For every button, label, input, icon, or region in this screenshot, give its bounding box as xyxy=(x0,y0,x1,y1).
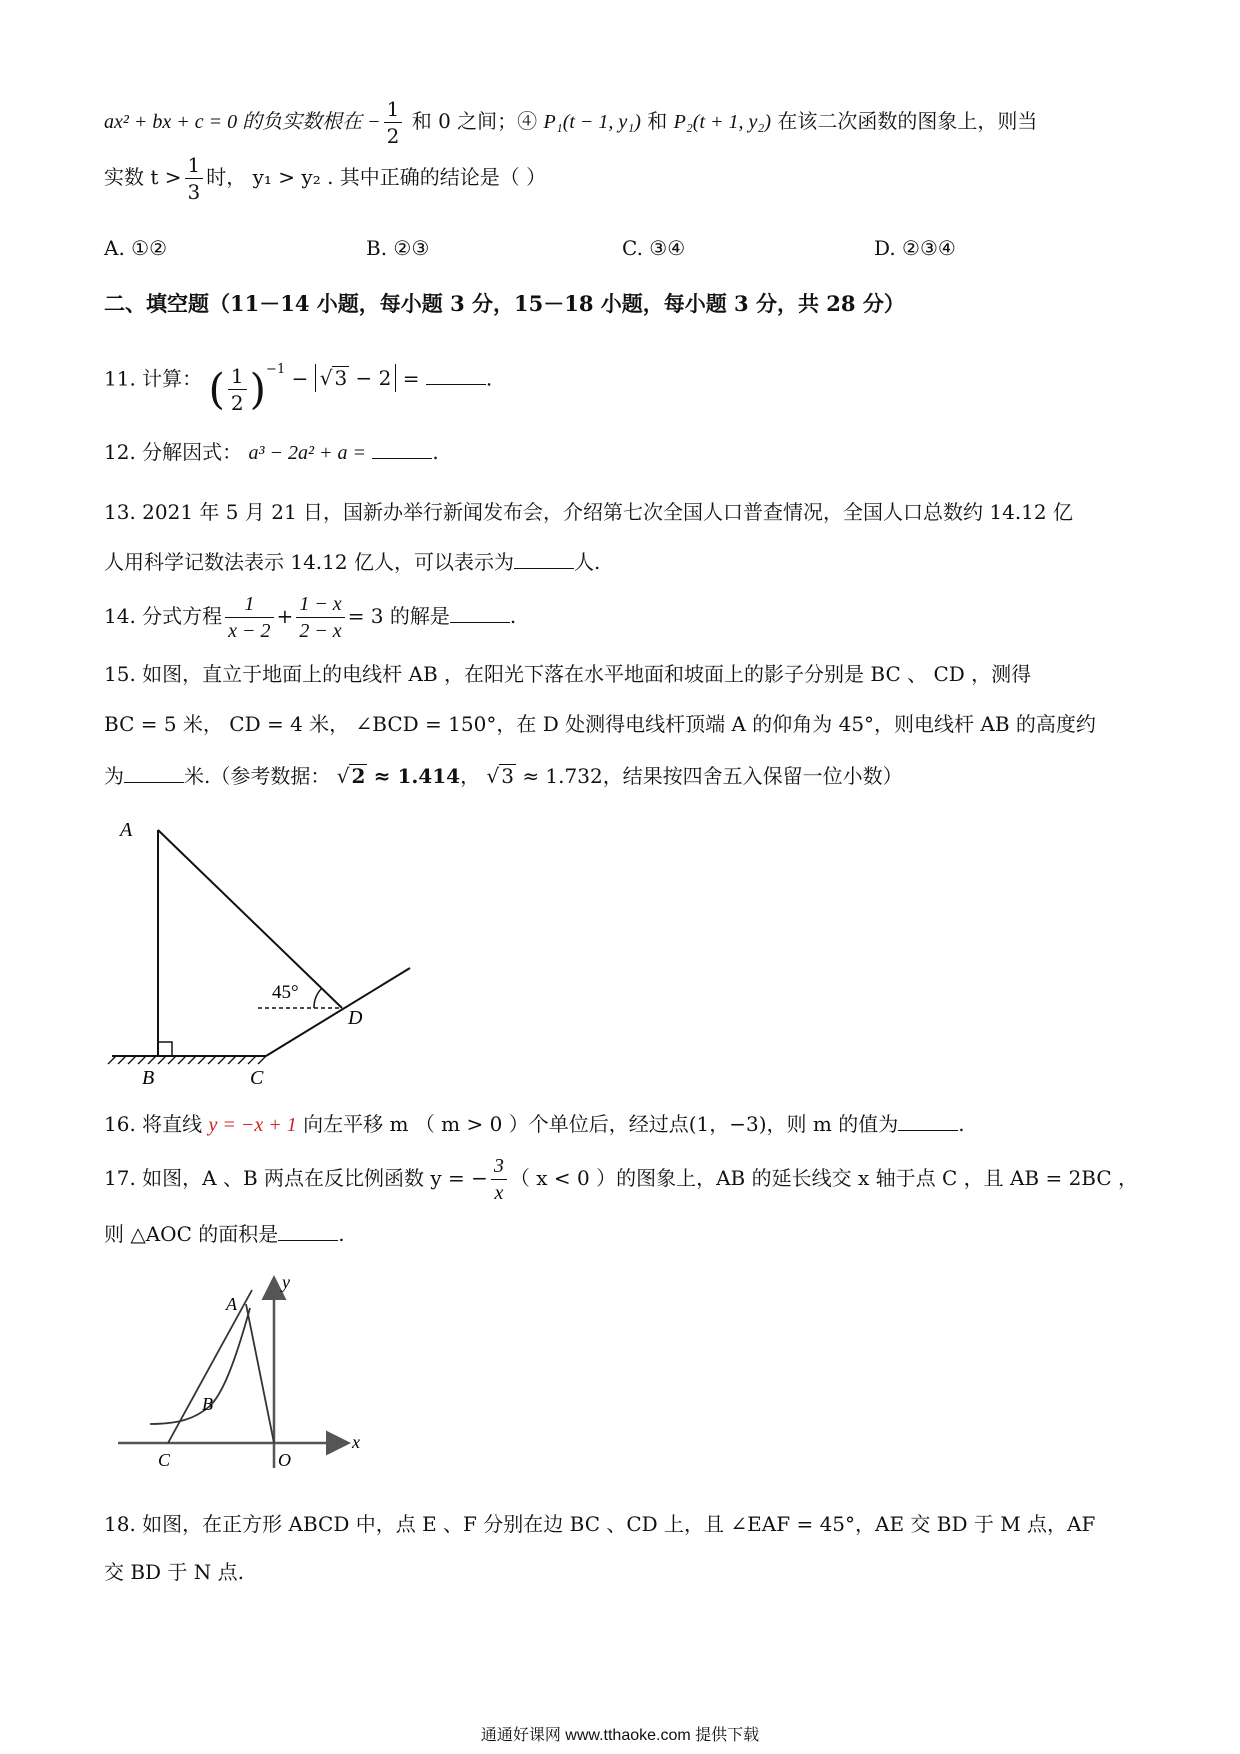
q10-line2-text-b: 时， y₁ > y₂ . 其中正确的结论是（ ） xyxy=(206,165,547,189)
q15-sep: ， xyxy=(460,764,481,788)
ground-hatch xyxy=(108,1056,266,1064)
q17-answer-blank[interactable] xyxy=(278,1222,338,1241)
label-b: B xyxy=(142,1067,155,1089)
q15-approx2: ≈ 1.732 xyxy=(522,764,603,788)
q10-point-p1: P₁(t − 1, y₁) xyxy=(543,111,641,133)
q16-red-expression: y = −x + 1 xyxy=(208,1114,297,1136)
q15-line3-c: ，结果按四舍五入保留一位小数） xyxy=(602,764,903,788)
q18-line2: 交 BD 于 N 点. xyxy=(104,1560,245,1584)
q14-rest: = 3 的解是 xyxy=(347,604,450,628)
q11-abs: √ 3 − 2 xyxy=(315,364,397,392)
q10-frac-third: $\frac{1}{3}$ xyxy=(185,152,204,205)
q10-line1-text-c: 在该二次函数的图象上，则当 xyxy=(777,109,1038,133)
q11-sqrt-radicand: 3 xyxy=(334,366,348,391)
q17-line2-a: 则 △AOC 的面积是 xyxy=(104,1222,279,1246)
q15-answer-blank[interactable] xyxy=(124,764,184,783)
q15-line3: 为 米.（参考数据： √ 2 ≈ 1.414， √ 3 ≈ 1.732，结果按四舍五入保留一位小数） xyxy=(104,764,903,788)
choice-a: A. ①② xyxy=(104,236,168,260)
q17-line1-a: 17. 如图，A 、B 两点在反比例函数 y = − xyxy=(104,1166,488,1190)
q15-line3-a: 为 xyxy=(104,764,124,788)
q12-prefix: 12. 分解因式： xyxy=(104,440,243,464)
q17-line1 xyxy=(104,1150,1138,1206)
q14-prefix: 14. 分式方程 xyxy=(104,604,223,628)
q17-line2 xyxy=(104,1218,345,1247)
q17-line1-b: （ x < 0 ）的图象上，AB 的延长线交 x 轴于点 C ，且 AB = 2BC ， xyxy=(509,1166,1139,1190)
right-angle-mark xyxy=(158,1042,172,1056)
q11-prefix: 11. 计算： xyxy=(104,366,203,391)
q15-line3-b: 米.（参考数据： xyxy=(184,764,331,788)
q17-line2-b: . xyxy=(338,1222,345,1246)
label-d: D xyxy=(348,1007,363,1029)
q10-line1-text-a: ax² + bx + c = 0 的负实数根在 − xyxy=(104,111,381,133)
q11-minus-two: − 2 xyxy=(355,366,392,391)
q14-answer-blank[interactable] xyxy=(450,604,510,623)
q16-answer-blank[interactable] xyxy=(898,1112,958,1131)
q13-line2 xyxy=(104,546,600,575)
q13-line1: 13. 2021 年 5 月 21 日，国新办举行新闻发布会，介绍第七次全国人口普查情况，全国人口总数约 14.12 亿 xyxy=(104,500,1073,524)
q11-minus: − xyxy=(291,366,309,391)
q10-and: 和 xyxy=(647,109,668,133)
q14 xyxy=(104,588,516,644)
q15-line1: 15. 如图，直立于地面上的电线杆 AB ，在阳光下落在水平地面和坡面上的影子分别是 BC 、 CD ，测得 xyxy=(104,662,1032,686)
label-c: C xyxy=(158,1450,171,1470)
q11 xyxy=(104,342,493,415)
q10-line1 xyxy=(104,96,1038,148)
q12 xyxy=(104,436,439,465)
q11-equals: = xyxy=(402,366,420,391)
q16-rest: 向左平移 m （ m > 0 ）个单位后，经过点(1，−3)，则 m 的值为 xyxy=(303,1112,899,1136)
q13-line2-end: 人. xyxy=(573,550,601,574)
q10-line1-text-b: 和 0 之间；④ xyxy=(411,109,538,133)
q16 xyxy=(104,1108,965,1137)
segment-ao xyxy=(246,1304,274,1443)
choice-b: B. ②③ xyxy=(366,236,430,260)
hyperbola-curve xyxy=(150,1308,250,1424)
label-y: y xyxy=(282,1272,290,1292)
q11-answer-blank[interactable] xyxy=(426,366,486,385)
q14-end: . xyxy=(509,604,517,628)
q13-line2-text: 人用科学记数法表示 14.12 亿人，可以表示为 xyxy=(104,550,514,574)
q13-answer-blank[interactable] xyxy=(514,550,574,569)
page-footer: 通通好课网 www.tthaoke.com 提供下载 xyxy=(480,1727,760,1744)
q11-end: . xyxy=(485,366,493,391)
label-c: C xyxy=(250,1067,264,1089)
choice-c: C. ③④ xyxy=(622,236,686,260)
choice-d: D. ②③④ xyxy=(874,236,956,260)
label-x: x xyxy=(352,1432,360,1452)
label-o: O xyxy=(278,1450,291,1470)
q11-exponent: −1 xyxy=(266,362,286,377)
q15-approx1: ≈ 1.414 xyxy=(373,764,461,788)
q14-fraction-2: $\frac{1 - x}{2 - x}$ xyxy=(296,591,344,644)
sight-line-ad xyxy=(158,830,342,1008)
q16-prefix: 16. 将直线 xyxy=(104,1112,203,1136)
angle-arc xyxy=(314,988,322,1008)
q16-end: . xyxy=(958,1112,965,1136)
q15-line2: BC = 5 米， CD = 4 米， ∠BCD = 150°，在 D 处测得电线杆顶端 A 的仰角为 45°，则电线杆 AB 的高度约 xyxy=(104,712,1096,736)
label-angle: 45° xyxy=(272,982,299,1003)
label-a: A xyxy=(120,819,133,841)
q15-figure xyxy=(100,812,440,1102)
line-cba xyxy=(168,1290,252,1443)
q17-fraction: $\frac{3}{x}$ xyxy=(491,1153,507,1206)
label-b: B xyxy=(202,1394,213,1414)
q18-line1: 18. 如图，在正方形 ABCD 中，点 E 、F 分别在边 BC 、CD 上，且 ∠EAF = 45°，AE 交 BD 于 M 点，AF xyxy=(104,1512,1096,1536)
q11-paren-half: ( $\frac{1}{2}$ )$^{-1}$ xyxy=(208,362,286,415)
q10-line2-text-a: 实数 t > xyxy=(104,165,182,189)
q17-figure xyxy=(110,1268,380,1488)
q15-sqrt3: 3 xyxy=(501,764,514,788)
q12-expression: a³ − 2a² + a = xyxy=(248,442,367,464)
q12-end: . xyxy=(432,440,439,464)
q10-frac-half: $\frac{1}{2}$ xyxy=(384,96,403,149)
label-a: A xyxy=(226,1294,237,1314)
section2-title: 二、填空题（11－14 小题，每小题 3 分，15－18 小题，每小题 3 分，共 28 分） xyxy=(104,291,905,316)
q12-answer-blank[interactable] xyxy=(372,440,432,459)
q15-sqrt2: 2 xyxy=(351,764,366,788)
q10-point-p2: P₂(t + 1, y₂) xyxy=(673,111,771,133)
q14-plus: + xyxy=(276,604,294,628)
q10-line2 xyxy=(104,152,547,204)
q14-fraction-1: $\frac{1}{x - 2}$ xyxy=(225,591,273,644)
